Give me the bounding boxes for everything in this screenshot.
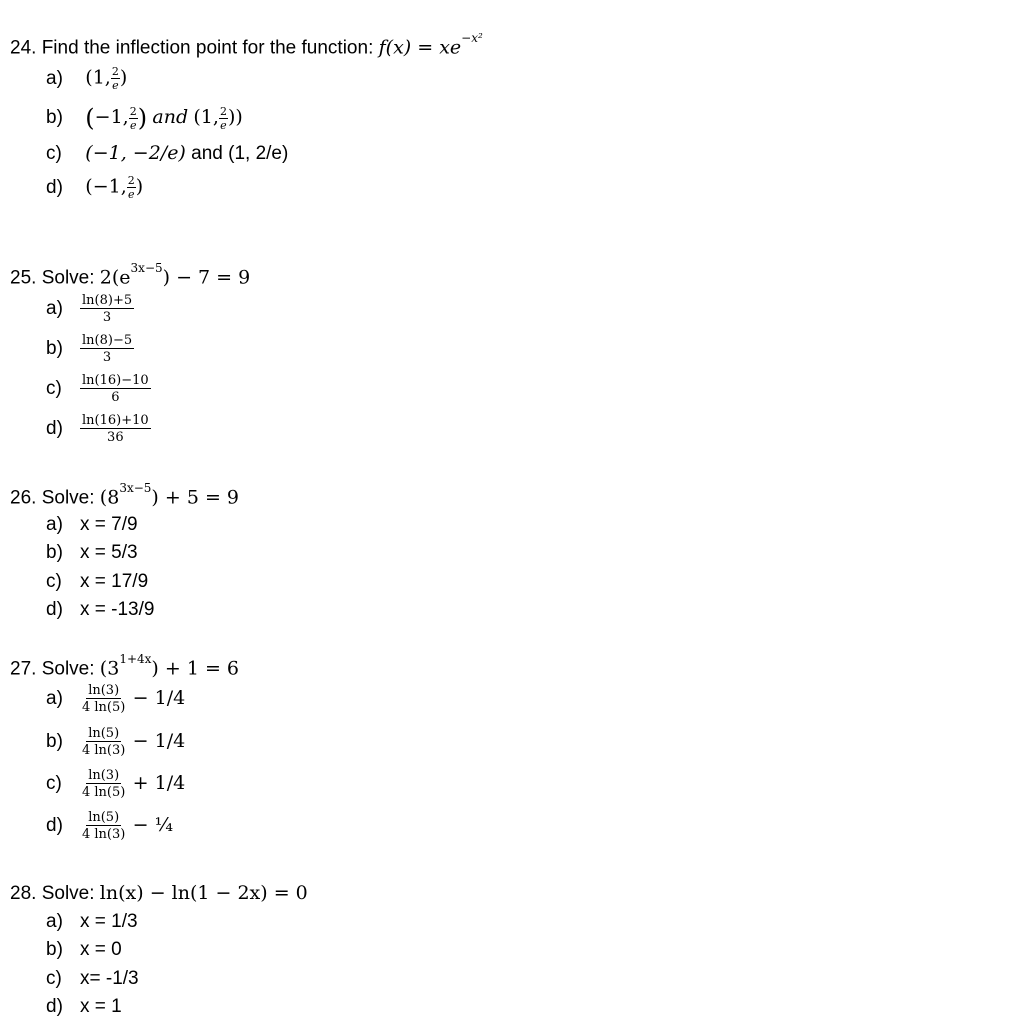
question-formula: 2(e [99,266,131,289]
option-26b [46,542,138,564]
option-text: x = 5/3 [80,542,138,563]
option-fraction: $\frac{\ln(8)-5}{3}$ [82,333,133,365]
question-number: 27. [10,658,37,680]
option-24c [46,142,288,165]
option-label: d) [46,176,63,198]
option-label: c) [46,968,62,989]
option-label: c) [46,378,62,400]
option-28d [46,996,122,1018]
option-25d [46,414,151,444]
option-tail: + 1/4 [132,772,186,795]
option-27c [46,769,185,799]
option-tail: − 1/4 [132,687,186,710]
option-text: x = 17/9 [80,571,149,592]
option-28b [46,939,122,961]
option-math: (−1, [85,175,127,198]
question-24 [10,31,483,59]
option-25a [46,294,134,324]
option-27b [46,727,185,757]
option-27d [46,811,173,841]
option-fraction: $\frac{\ln(16)-10}{6}$ [82,373,149,405]
option-fraction: $\frac{2}{e}$ [127,174,135,201]
question-number: 28. [10,883,37,904]
option-math: (−1, −2/e) [85,142,186,164]
question-formula: (8 [99,486,120,509]
option-label: b) [46,107,63,129]
question-text: Solve: [41,658,95,680]
option-text: x = -13/9 [80,599,155,620]
option-label: a) [46,514,63,535]
option-label: c) [46,143,62,164]
option-26d [46,599,154,621]
question-number: 24. [10,37,37,59]
option-math: (1, [85,66,111,89]
option-26a [46,514,138,536]
option-label: a) [46,911,63,932]
option-fraction: $\frac{\ln(3)}{4 \ln(5)}$ [82,683,126,715]
formula-exponent: −x² [461,31,483,45]
option-label: a) [46,298,63,320]
option-label: b) [46,542,63,563]
question-number: 26. [10,487,37,509]
option-fraction: $\frac{2}{e}$ [111,65,119,92]
option-label: d) [46,815,63,837]
option-tail: − 1/4 [132,730,186,753]
option-label: d) [46,599,63,620]
formula-exponent: 3x−5 [119,481,152,495]
option-fraction: $\frac{2}{e}$ [129,104,137,132]
question-text: Solve: [41,883,95,904]
question-formula: ln(x) − ln(1 − 2x) = 0 [99,882,308,904]
question-25: 25. Solve: $2(e^{3x-5}) - 7 = 9$ [10,261,251,289]
option-28a [46,911,138,933]
question-formula: (3 [99,657,120,680]
option-fraction: $\frac{2}{e}$ [219,104,227,132]
question-27: 27. Solve: $(3^{1+4x}) + 1 = 6$ [10,652,239,680]
option-25c [46,374,151,404]
option-24d: d) (−1, $\frac{2}{e}$ ) [46,174,144,201]
question-text: Find the inflection point for the function: [41,37,374,59]
option-text: x= -1/3 [80,968,139,989]
option-text: x = 1/3 [80,911,138,932]
option-fraction: $\frac{\ln(8)+5}{3}$ [82,293,133,325]
option-text: x = 7/9 [80,514,138,535]
option-and: and [152,106,189,129]
option-label: b) [46,731,63,753]
option-text: x = 1 [80,996,122,1017]
formula-exponent: 3x−5 [130,261,163,275]
option-label: b) [46,338,63,360]
question-26: 26. Solve: $(8^{3x-5}) + 5 = 9$ [10,481,239,509]
option-label: b) [46,939,63,960]
option-text: x = 0 [80,939,122,960]
option-28c [46,968,139,990]
option-label: a) [46,688,63,710]
question-text: Solve: [41,487,95,509]
option-fraction: $\frac{\ln(3)}{4 \ln(5)}$ [82,768,126,800]
option-fraction: $\frac{\ln(5)}{4 \ln(3)}$ [82,810,126,842]
option-24b: b) (−1, $\frac{2}{e}$ ) and (1, $\frac{2}{e}$ )) [46,104,243,132]
question-number: 25. [10,267,37,289]
option-label: c) [46,773,62,795]
question-text: Solve: [41,267,95,289]
option-label: a) [46,67,63,89]
question-28 [10,882,308,905]
option-26c [46,571,148,593]
option-tail: − ¼ [132,814,174,837]
formula-exponent: 1+4x [119,652,152,666]
option-25b [46,334,134,364]
option-fraction: $\frac{\ln(5)}{4 \ln(3)}$ [82,726,126,758]
option-27a [46,684,185,714]
option-text: and (1, 2/e) [191,143,289,164]
option-label: d) [46,418,63,440]
question-formula: f(x) = xe [378,36,462,59]
option-label: c) [46,571,62,592]
option-math: −1, [94,106,129,129]
option-24a: a) (1, $\frac{2}{e}$ ) [46,65,128,92]
option-label: d) [46,996,63,1017]
option-fraction: $\frac{\ln(16)+10}{36}$ [82,413,149,445]
